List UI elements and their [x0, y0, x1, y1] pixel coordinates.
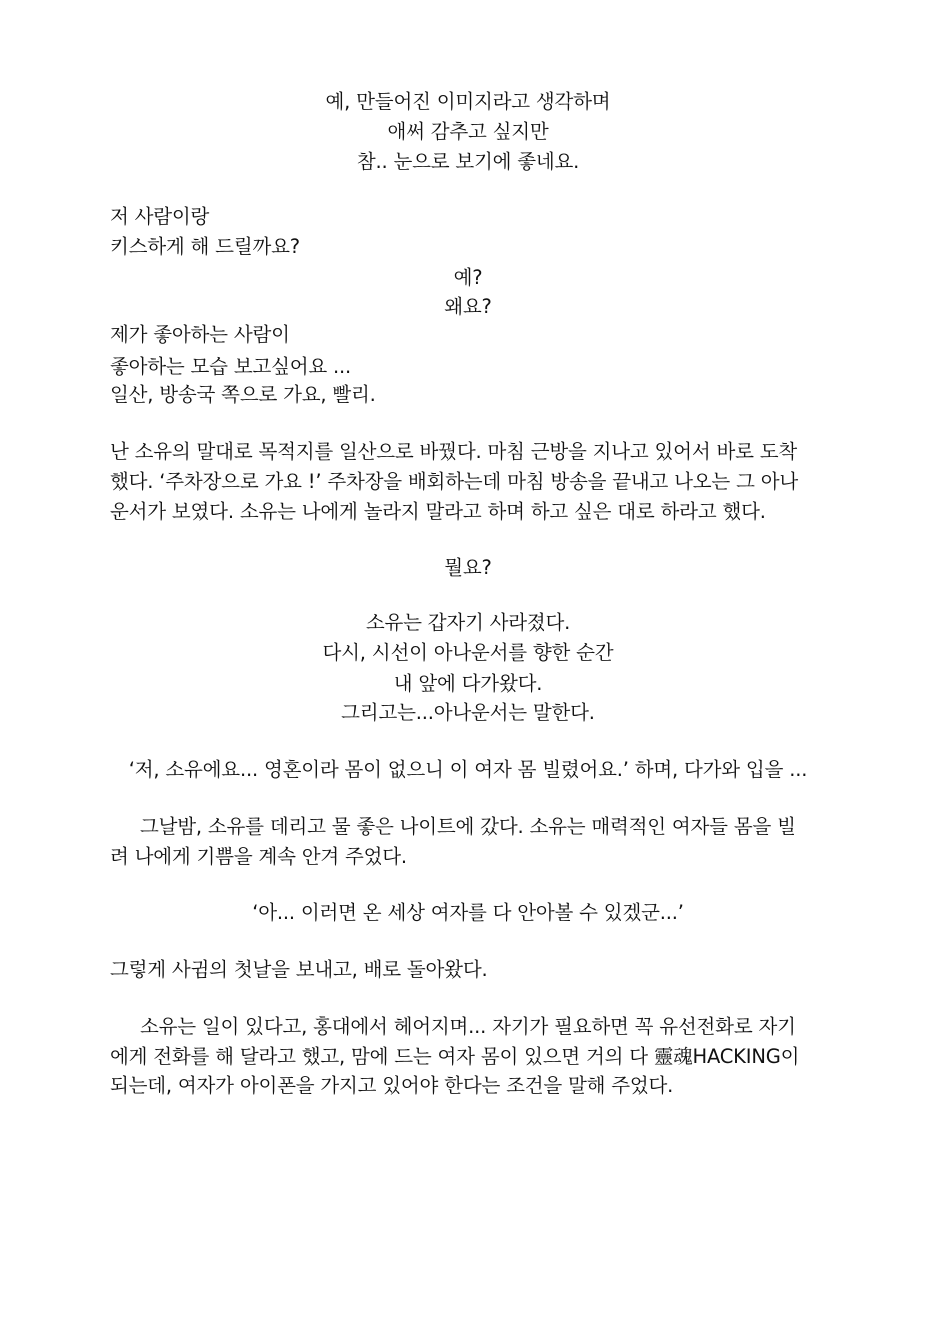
text-line: 그날밤, 소유를 데리고 물 좋은 나이트에 갔다. 소유는 매력적인 여자들 몸을 빌 [140, 815, 796, 838]
text-line: 그리고는...아나운서는 말한다. [341, 701, 595, 724]
text-line: ‘아... 이러면 온 세상 여자를 다 안아볼 수 있겠군...’ [252, 901, 684, 924]
text-line: 좋아하는 모습 보고싶어요 ... [110, 355, 351, 378]
text-line: 운서가 보였다. 소유는 나에게 놀라지 말라고 하며 하고 싶은 대로 하라고 했다. [110, 500, 766, 523]
text-line: 뭘요? [444, 556, 492, 579]
text-line: 소유는 일이 있다고, 홍대에서 헤어지며... 자기가 필요하면 꼭 유선전화로 자기 [140, 1015, 796, 1038]
text-line: 예, 만들어진 이미지라고 생각하며 [325, 90, 611, 113]
text-line: 제가 좋아하는 사람이 [110, 323, 290, 346]
text-line: 저 사람이랑 [110, 205, 210, 228]
text-line: ‘저, 소유에요... 영혼이라 몸이 없으니 이 여자 몸 빌렸어요.’ 하며, 다가와 입을 ... [128, 758, 808, 781]
text-line: 려 나에게 기쁨을 계속 안겨 주었다. [110, 845, 407, 868]
text-line: 소유는 갑자기 사라졌다. [365, 611, 571, 634]
text-line: 되는데, 여자가 아이폰을 가지고 있어야 한다는 조건을 말해 주었다. [110, 1074, 674, 1097]
text-line: 했다. ‘주차장으로 가요 !’ 주차장을 배회하는데 마침 방송을 끝내고 나오는 그 아나 [110, 470, 798, 493]
text-line: 왜요? [444, 295, 492, 318]
text-line: 다시, 시선이 아나운서를 향한 순간 [322, 641, 614, 664]
text-line: 내 앞에 다가왔다. [393, 672, 543, 695]
text-line: 일산, 방송국 쪽으로 가요, 빨리. [110, 383, 376, 406]
text-line: 예? [453, 266, 483, 289]
text-line: 애써 감추고 싶지만 [387, 120, 549, 143]
text-line: 키스하게 해 드릴까요? [110, 235, 300, 258]
text-line: 에게 전화를 해 달라고 했고, 맘에 드는 여자 몸이 있으면 거의 다 靈魂HACKING이 [110, 1045, 800, 1068]
text-line: 참.. 눈으로 보기에 좋네요. [356, 150, 580, 173]
text-line: 난 소유의 말대로 목적지를 일산으로 바꿨다. 마침 근방을 지나고 있어서 바로 도착 [110, 440, 798, 463]
text-line: 그렇게 사귐의 첫날을 보내고, 배로 돌아왔다. [110, 958, 488, 981]
